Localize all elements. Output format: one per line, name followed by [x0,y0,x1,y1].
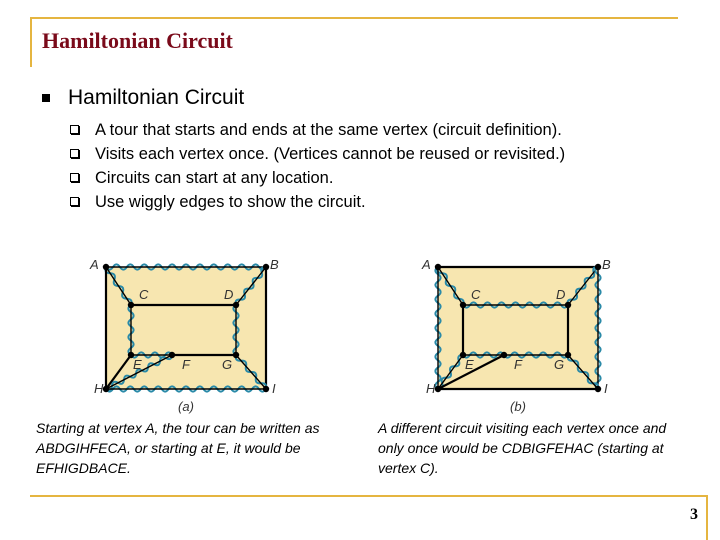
frame-right-rule [706,495,708,540]
vertex-label-d: D [556,287,566,302]
vertex-b [263,264,269,270]
hollow-square-bullet-icon [70,173,79,182]
vertex-b [595,264,601,270]
vertex-label-f: F [514,357,522,372]
vertex-label-h: H [94,381,104,396]
graph-figure-a [86,255,286,415]
vertex-i [263,386,269,392]
page-number: 3 [690,506,698,523]
vertex-g [565,352,571,358]
vertex-f [501,352,507,358]
vertex-label-d: D [224,287,234,302]
sub-bullet-list [70,118,565,214]
vertex-a [435,264,441,270]
vertex-h [103,386,109,392]
hollow-square-bullet-icon [70,149,79,158]
list-item: A tour that starts and ends at the same vertex (circuit definition). [70,118,565,142]
vertex-a [103,264,109,270]
vertex-label-i: I [604,381,608,396]
vertex-f [169,352,175,358]
vertex-label-a: A [90,257,99,272]
vertex-label-b: B [602,257,611,272]
vertex-c [128,302,134,308]
vertex-label-i: I [272,381,276,396]
vertex-d [565,302,571,308]
vertex-i [595,386,601,392]
frame-left-rule [30,17,32,67]
vertex-label-e: E [465,357,474,372]
filled-square-bullet-icon [42,94,50,102]
caption-figure-b: A different circuit visiting each vertex once and only once would be CDBIGFEHAC (starting at vertex C). [378,420,667,476]
vertex-label-a: A [422,257,431,272]
figure-label: (b) [510,399,526,414]
main-bullet [42,86,244,110]
caption-figure-a: Starting at vertex A, the tour can be written as ABDGIHFECA, or starting at E, it would be EFHIGDBACE. [36,420,320,476]
slide-title: Hamiltonian Circuit [42,28,233,53]
hollow-square-bullet-icon [70,125,79,134]
vertex-label-c: C [471,287,481,302]
frame-top-rule [30,17,678,19]
list-item: Visits each vertex once. (Vertices cannot be reused or revisited.) [70,142,565,166]
graph-figure-b [418,255,618,415]
main-bullet-text: Hamiltonian Circuit [68,86,245,109]
vertex-g [233,352,239,358]
frame-bottom-rule [30,495,708,497]
list-item: Use wiggly edges to show the circuit. [70,190,565,214]
vertex-h [435,386,441,392]
hollow-square-bullet-icon [70,197,79,206]
vertex-label-g: G [554,357,565,372]
figure-label: (a) [178,399,194,414]
vertex-label-b: B [270,257,279,272]
vertex-label-f: F [182,357,190,372]
vertex-d [233,302,239,308]
vertex-c [460,302,466,308]
vertex-label-h: H [426,381,436,396]
vertex-label-c: C [139,287,149,302]
list-item: Circuits can start at any location. [70,166,565,190]
vertex-label-g: G [222,357,233,372]
vertex-label-e: E [133,357,142,372]
